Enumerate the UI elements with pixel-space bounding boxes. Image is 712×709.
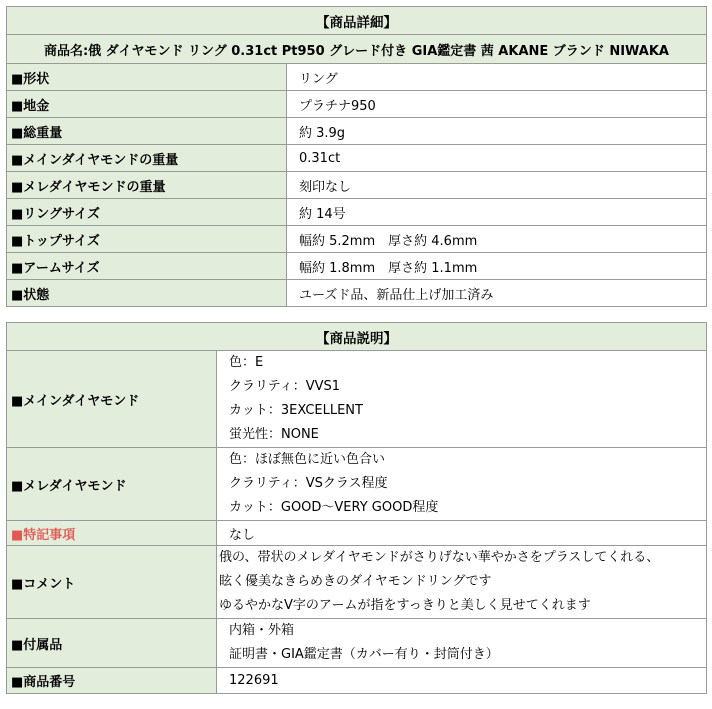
row-label: ■リングサイズ [7, 199, 287, 226]
table-row [7, 145, 707, 172]
spec-line: クラリティ：VSクラス程度 [229, 476, 388, 491]
table-row [7, 118, 707, 145]
row-label: ■メインダイヤモンドの重量 [7, 145, 287, 172]
row-label: ■状態 [7, 280, 287, 307]
melee-diamond-label: ■メレダイヤモンド [7, 448, 217, 521]
comment-line: 俄の、帯状のメレダイヤモンドがさりげない華やかさをプラスしてくれる、 [219, 550, 660, 565]
comment-line: ゆるやかなV字のアームが指をすっきりと美しく見せてくれます [219, 598, 591, 613]
comment-label: ■コメント [7, 546, 217, 619]
table-row [7, 172, 707, 199]
row-label: ■アームサイズ [7, 253, 287, 280]
row-label: ■総重量 [7, 118, 287, 145]
table-row [7, 351, 707, 448]
special-notes-value: なし [217, 521, 707, 546]
spec-line: 色：ほぼ無色に近い色合い [229, 452, 386, 467]
row-label: ■メレダイヤモンドの重量 [7, 172, 287, 199]
row-value: 刻印なし [287, 172, 707, 199]
table-row [7, 280, 707, 307]
row-value: 幅約 5.2mm 厚さ約 4.6mm [287, 226, 707, 253]
table-row [7, 546, 707, 619]
description-header: 【商品説明】 [7, 323, 707, 351]
row-value: 約 14号 [287, 199, 707, 226]
accessory-line: 内箱・外箱 [229, 623, 295, 638]
row-value: 約 3.9g [287, 118, 707, 145]
table-row [7, 521, 707, 546]
product-title: 商品名:俄 ダイヤモンド リング 0.31ct Pt950 グレード付き GIA鑑定書 茜 AKANE ブランド NIWAKA [7, 35, 707, 64]
table-row [7, 64, 707, 91]
row-value: ユーズド品、新品仕上げ加工済み [287, 280, 707, 307]
details-header: 【商品詳細】 [7, 7, 707, 35]
table-row [7, 619, 707, 668]
comment-text [217, 546, 707, 619]
melee-diamond-specs [217, 448, 707, 521]
row-value: プラチナ950 [287, 91, 707, 118]
row-label: ■地金 [7, 91, 287, 118]
spec-line: 蛍光性：NONE [229, 427, 319, 442]
main-diamond-label: ■メインダイヤモンド [7, 351, 217, 448]
special-notes-label: ■特記事項 [7, 521, 217, 546]
table-row [7, 91, 707, 118]
table-row [7, 253, 707, 280]
spec-line: 色：E [229, 355, 264, 370]
spec-line: カット：3EXCELLENT [229, 403, 363, 418]
item-number-label: ■商品番号 [7, 668, 217, 694]
row-value: リング [287, 64, 707, 91]
product-details-table [6, 6, 707, 307]
spec-line: カット：GOOD～VERY GOOD程度 [229, 500, 439, 515]
table-row [7, 199, 707, 226]
item-number-value: 122691 [217, 668, 707, 694]
product-description-table [6, 322, 707, 694]
comment-line: 眩く優美なきらめきのダイヤモンドリングです [219, 574, 492, 589]
row-label: ■形状 [7, 64, 287, 91]
row-value: 0.31ct [287, 145, 707, 172]
accessory-line: 証明書・GIA鑑定書（カバー有り・封筒付き） [229, 647, 499, 662]
table-row [7, 226, 707, 253]
table-row [7, 448, 707, 521]
accessories-label: ■付属品 [7, 619, 217, 668]
accessories-list [217, 619, 707, 668]
main-diamond-specs [217, 351, 707, 448]
row-label: ■トップサイズ [7, 226, 287, 253]
spec-line: クラリティ：VVS1 [229, 379, 341, 394]
row-value: 幅約 1.8mm 厚さ約 1.1mm [287, 253, 707, 280]
table-row [7, 668, 707, 694]
